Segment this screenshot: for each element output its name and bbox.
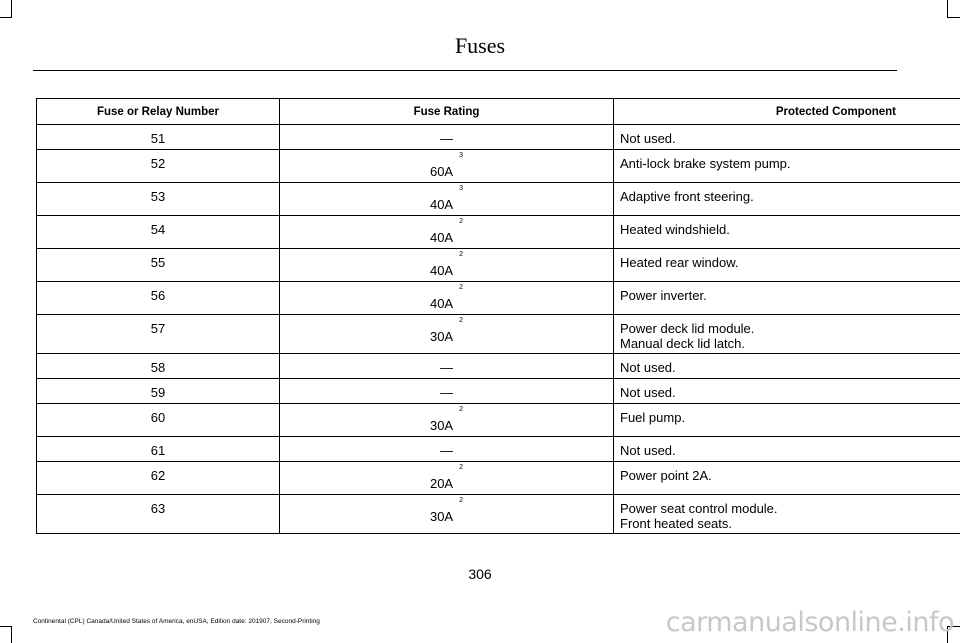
table-row [37,125,960,150]
crop-mark-top-left-h [0,17,12,18]
fuse-number-cell: 59 [37,379,280,404]
protected-component-line: Manual deck lid latch. [620,336,746,351]
fuse-rating-cell [280,315,614,354]
protected-component-line: Not used. [620,360,676,375]
table-header-row [37,99,960,125]
title-divider [33,70,897,71]
fuse-rating-cell [280,183,614,216]
protected-component-line: Adaptive front steering. [620,189,754,204]
protected-component-cell [614,404,960,437]
fuse-rating-cell [280,354,614,379]
table-row [37,150,960,183]
fuse-number-cell: 63 [37,495,280,534]
fuse-rating-cell [280,282,614,315]
fuse-rating-value: 60A [429,164,454,179]
footnote-marker: 2 [459,406,464,413]
footnote-marker: 2 [459,497,464,504]
fuse-rating-cell [280,125,614,150]
fuse-rating-value: 40A [429,197,454,212]
fuse-rating-value: 30A [429,418,454,433]
crop-mark-bottom-left-h [0,626,12,627]
fuse-rating-value: — [440,443,453,458]
fuse-rating-cell [280,495,614,534]
protected-component-line: Anti-lock brake system pump. [620,156,791,171]
fuse-number-cell: 56 [37,282,280,315]
protected-component-line: Not used. [620,385,676,400]
table-row [37,315,960,354]
footnote-marker: 2 [459,284,464,291]
protected-component-line: Heated windshield. [620,222,730,237]
fuse-rating-cell [280,150,614,183]
protected-component-line: Power point 2A. [620,468,712,483]
table-row [37,282,960,315]
protected-component-line: Power inverter. [620,288,707,303]
footnote-marker: 2 [459,218,464,225]
fuse-rating-cell [280,437,614,462]
fuse-number-cell: 62 [37,462,280,495]
fuse-number-cell: 55 [37,249,280,282]
footnote-marker: 2 [459,464,464,471]
crop-mark-top-left-v [11,0,12,18]
protected-component-cell [614,282,960,315]
protected-component-cell [614,495,960,534]
fuse-number-cell: 54 [37,216,280,249]
protected-component-line: Not used. [620,131,676,146]
column-header-protected-component: Protected Component [614,99,960,125]
fuse-table-body [37,125,960,534]
protected-component-line: Power deck lid module. [620,321,755,336]
protected-component-line: Not used. [620,443,676,458]
fuse-number-cell: 53 [37,183,280,216]
table-row [37,354,960,379]
protected-component-cell [614,354,960,379]
column-header-fuse-rating: Fuse Rating [280,99,614,125]
table-row [37,437,960,462]
page-title: Fuses [454,33,506,58]
column-header-fuse-number: Fuse or Relay Number [37,99,280,125]
protected-component-line: Heated rear window. [620,255,739,270]
fuse-rating-value: 40A [429,263,454,278]
footnote-marker: 3 [459,152,464,159]
protected-component-cell [614,462,960,495]
edition-footer: Continental (CPL) Canada/United States of America, enUSA, Edition date: 201907, Second-Printing [33,618,320,625]
watermark: carmanualsonline.info [665,607,954,638]
protected-component-cell [614,437,960,462]
table-row [37,404,960,437]
fuse-number-cell: 51 [37,125,280,150]
protected-component-cell [614,216,960,249]
fuse-rating-value: 40A [429,230,454,245]
footnote-marker: 3 [459,185,464,192]
table-row [37,216,960,249]
footnote-marker: 2 [459,251,464,258]
fuse-rating-cell [280,462,614,495]
protected-component-cell [614,125,960,150]
fuse-rating-value: 30A [429,329,454,344]
protected-component-cell [614,315,960,354]
fuse-rating-cell [280,216,614,249]
crop-mark-bottom-left-v [11,626,12,643]
protected-component-cell [614,150,960,183]
table-row [37,379,960,404]
table-row [37,183,960,216]
protected-component-line: Front heated seats. [620,516,733,531]
fuse-rating-value: — [440,385,453,400]
fuse-rating-value: 30A [429,509,454,524]
fuse-rating-cell [280,404,614,437]
fuse-rating-cell [280,249,614,282]
fuse-rating-value: 40A [429,296,454,311]
fuse-rating-value: — [440,360,453,375]
fuse-rating-cell [280,379,614,404]
table-row [37,462,960,495]
protected-component-line: Power seat control module. [620,501,778,516]
fuse-number-cell: 58 [37,354,280,379]
table-row [37,495,960,534]
protected-component-cell [614,249,960,282]
table-row [37,249,960,282]
fuse-rating-value: — [440,131,453,146]
protected-component-line: Fuel pump. [620,410,686,425]
fuse-number-cell: 61 [37,437,280,462]
footnote-marker: 2 [459,317,464,324]
protected-component-cell [614,379,960,404]
crop-mark-top-right-h [947,17,960,18]
protected-component-cell [614,183,960,216]
fuse-number-cell: 57 [37,315,280,354]
crop-mark-top-right-v [947,0,948,18]
fuse-table [36,98,960,534]
page-number: 306 [468,566,492,582]
fuse-rating-value: 20A [429,476,454,491]
fuse-number-cell: 60 [37,404,280,437]
fuse-number-cell: 52 [37,150,280,183]
